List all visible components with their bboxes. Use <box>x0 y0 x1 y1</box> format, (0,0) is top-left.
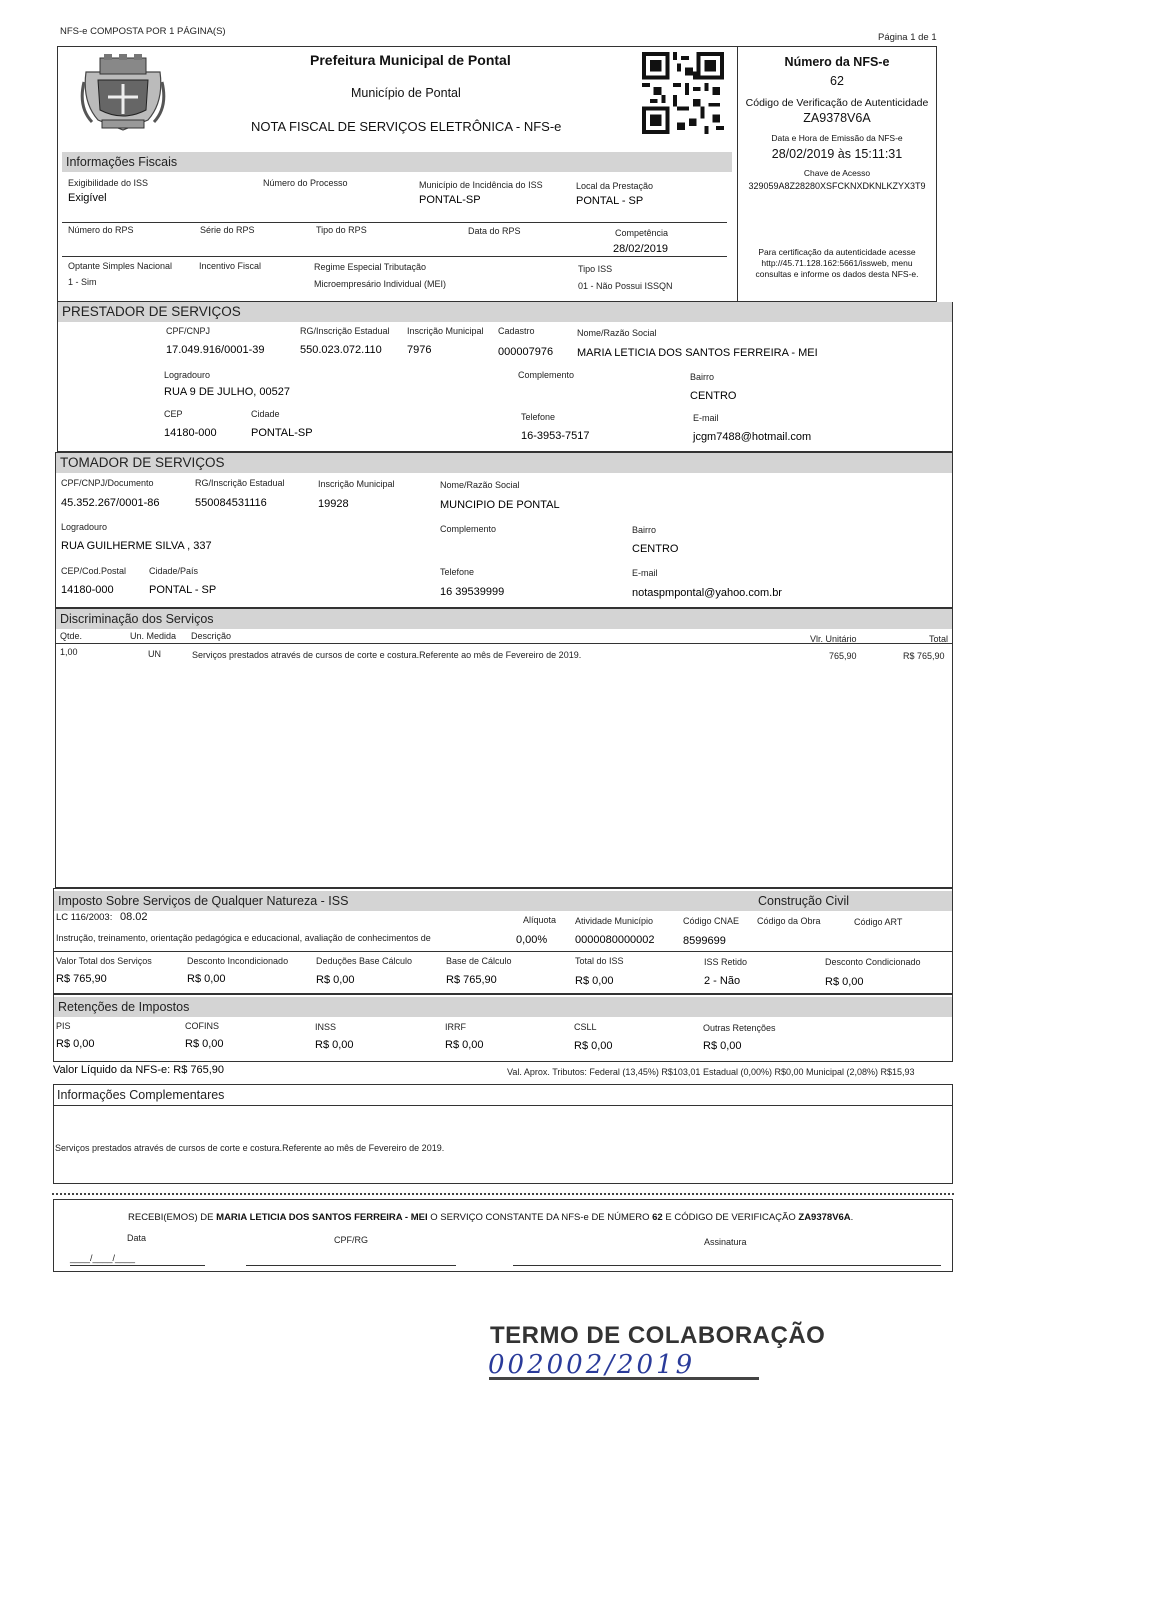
pis-value: R$ 0,00 <box>56 1038 95 1050</box>
cut-line <box>52 1193 954 1195</box>
regime-value: Microempresário Individual (MEI) <box>314 279 447 289</box>
simples-value: 1 - Sim <box>68 277 97 287</box>
tomador-im: 19928 <box>318 498 349 510</box>
desc-incond-value: R$ 0,00 <box>187 973 226 985</box>
competencia-value: 28/02/2019 <box>613 243 669 255</box>
incentivo-label: Incentivo Fiscal <box>199 261 262 271</box>
tomador-email: notaspmpontal@yahoo.com.br <box>632 587 782 599</box>
tomador-cidade: PONTAL - SP <box>149 584 217 596</box>
lc-description: Instrução, treinamento, orientação pedagógica e educacional, avaliação de conhecimentos de <box>56 933 431 943</box>
exig-label: Exigibilidade do ISS <box>68 178 149 188</box>
outras-retencoes-value: R$ 0,00 <box>703 1040 742 1052</box>
desc-incond-label: Desconto Incondicionado <box>187 956 289 966</box>
regime-label: Regime Especial Tributação <box>314 262 427 272</box>
nfse-number: 62 <box>830 74 844 88</box>
cert-line-1: Para certificação da autenticidade acesse <box>758 247 916 257</box>
prestador-telefone-label: Telefone <box>521 412 556 422</box>
qtde-header: Qtde. <box>60 631 83 641</box>
composta-label: NFS-e COMPOSTA POR 1 PÁGINA(S) <box>60 26 226 37</box>
prestador-cep: 14180-000 <box>164 427 217 439</box>
item-descricao: Serviços prestados através de cursos de corte e costura.Referente ao mês de Fevereiro de 2019. <box>192 650 582 660</box>
deducoes-value: R$ 0,00 <box>316 974 355 986</box>
municipio-name: Município de Pontal <box>351 86 461 100</box>
tomador-nome-label: Nome/Razão Social <box>440 480 520 490</box>
cnae-label: Código CNAE <box>683 916 740 926</box>
desc-cond-value: R$ 0,00 <box>825 976 864 988</box>
inss-label: INSS <box>315 1022 337 1032</box>
competencia-label: Competência <box>615 228 669 238</box>
prestador-cadastro-label: Cadastro <box>498 326 535 336</box>
vts-value: R$ 765,90 <box>56 973 107 985</box>
tomador-rg-label: RG/Inscrição Estadual <box>195 478 285 488</box>
item-vlr-unitario: 765,90 <box>829 651 857 661</box>
prestador-cnpj: 17.049.916/0001-39 <box>166 344 265 356</box>
codigo-obra-label: Código da Obra <box>757 916 821 926</box>
cofins-label: COFINS <box>185 1021 220 1031</box>
coat-of-arms-logo <box>78 52 168 132</box>
total-iss-label: Total do ISS <box>575 956 624 966</box>
handwritten-number: 002002/2019 <box>488 1350 696 1380</box>
mun-incidencia-label: Município de Incidência do ISS <box>419 180 543 190</box>
rps-data-label: Data do RPS <box>468 226 521 236</box>
tomador-section-title: TOMADOR DE SERVIÇOS <box>56 453 952 473</box>
recibo-cpf-label: CPF/RG <box>334 1235 369 1245</box>
fiscal-section-title: Informações Fiscais <box>62 152 732 172</box>
nfse-number-label: Número da NFS-e <box>784 55 890 69</box>
tomador-complemento-label: Complemento <box>440 524 497 534</box>
total-iss-value: R$ 0,00 <box>575 975 614 987</box>
recibo-frame <box>53 1199 953 1272</box>
prestador-complemento-label: Complemento <box>518 370 575 380</box>
rps-tipo-label: Tipo do RPS <box>316 225 367 235</box>
prestador-im: 7976 <box>407 344 432 356</box>
prestador-telefone: 16-3953-7517 <box>521 430 590 442</box>
aliquota-value: 0,00% <box>516 934 548 946</box>
exig-value: Exigível <box>68 192 107 204</box>
emission-date-label: Data e Hora de Emissão da NFS-e <box>771 133 903 143</box>
mun-incidencia-value: PONTAL-SP <box>419 194 481 206</box>
prestador-nome: MARIA LETICIA DOS SANTOS FERREIRA - MEI <box>577 347 818 359</box>
prestador-bairro: CENTRO <box>690 390 737 402</box>
prestador-cnpj-label: CPF/CNPJ <box>166 326 211 336</box>
pis-label: PIS <box>56 1021 71 1031</box>
descricao-header: Descrição <box>191 631 232 641</box>
csll-label: CSLL <box>574 1022 597 1032</box>
base-calculo-value: R$ 765,90 <box>446 974 497 986</box>
tomador-im-label: Inscrição Municipal <box>318 479 395 489</box>
prestador-cadastro: 000007976 <box>498 346 554 358</box>
complementares-section-title: Informações Complementares <box>57 1088 225 1102</box>
desc-cond-label: Desconto Condicionado <box>825 957 921 967</box>
lc-label: LC 116/2003: <box>56 912 113 923</box>
tomador-cep: 14180-000 <box>61 584 114 596</box>
inss-value: R$ 0,00 <box>315 1039 354 1051</box>
base-calculo-label: Base de Cálculo <box>446 956 512 966</box>
rps-serie-label: Série do RPS <box>200 225 255 235</box>
iss-retido-value: 2 - Não <box>704 975 741 987</box>
recibo-assinatura-field[interactable] <box>513 1265 941 1266</box>
valor-liquido: Valor Líquido da NFS-e: R$ 765,90 <box>53 1064 225 1076</box>
tomador-telefone-label: Telefone <box>440 567 475 577</box>
atividade-label: Atividade Município <box>575 916 654 926</box>
prestador-rg-label: RG/Inscrição Estadual <box>300 326 390 336</box>
tipo-iss-value: 01 - Não Possui ISSQN <box>578 281 673 291</box>
cert-line-2: http://45.71.128.162:5661/issweb, menu <box>761 258 913 268</box>
prestador-logradouro: RUA 9 DE JULHO, 00527 <box>164 386 290 398</box>
vlr-unitario-header: Vlr. Unitário <box>810 634 857 644</box>
cnae-value: 8599699 <box>683 935 726 947</box>
access-key-label: Chave de Acesso <box>803 168 871 178</box>
recibo-codigo: ZA9378V6A <box>798 1212 851 1223</box>
recibo-prestador-nome: MARIA LETICIA DOS SANTOS FERREIRA - MEI <box>216 1212 428 1223</box>
tomador-bairro: CENTRO <box>632 543 679 555</box>
irrf-value: R$ 0,00 <box>445 1039 484 1051</box>
access-key: 329059A8Z28280XSFCKNXDKNLKZYX3T9 <box>748 181 926 191</box>
recibo-cpf-field[interactable] <box>246 1265 456 1266</box>
prestador-email: jcgm7488@hotmail.com <box>693 431 812 443</box>
prestador-bairro-label: Bairro <box>690 372 715 382</box>
page-number: Página 1 de 1 <box>878 32 937 43</box>
prestador-im-label: Inscrição Municipal <box>407 326 484 336</box>
emission-date: 28/02/2019 às 15:11:31 <box>771 147 903 161</box>
rps-number-label: Número do RPS <box>68 225 134 235</box>
construcao-civil-label: Construção Civil <box>758 894 850 908</box>
prefeitura-name: Prefeitura Municipal de Pontal <box>310 52 511 68</box>
tomador-cep-label: CEP/Cod.Postal <box>61 566 127 576</box>
atividade-value: 0000080000002 <box>575 934 655 946</box>
tomador-email-label: E-mail <box>632 568 658 578</box>
cofins-value: R$ 0,00 <box>185 1038 224 1050</box>
local-prestacao-label: Local da Prestação <box>576 181 654 191</box>
complementares-text: Serviços prestados através de cursos de corte e costura.Referente ao mês de Fevereiro de 2019. <box>55 1143 445 1153</box>
tomador-doc: 45.352.267/0001-86 <box>61 497 160 509</box>
tomador-telefone: 16 39539999 <box>440 586 505 598</box>
tomador-bairro-label: Bairro <box>632 525 657 535</box>
item-um: UN <box>148 649 161 659</box>
verification-code: ZA9378V6A <box>803 111 871 125</box>
tomador-logradouro: RUA GUILHERME SILVA , 337 <box>61 540 212 552</box>
vts-label: Valor Total dos Serviços <box>56 956 152 966</box>
tomador-rg: 550084531116 <box>195 497 267 509</box>
deducoes-label: Deduções Base Cálculo <box>316 956 413 966</box>
servicos-section-title: Discriminação dos Serviços <box>56 609 952 629</box>
recibo-data-label: Data <box>127 1233 147 1243</box>
prestador-cidade-label: Cidade <box>251 409 280 419</box>
un-medida-header: Un. Medida <box>130 631 177 641</box>
termo-colaboracao-stamp: TERMO DE COLABORAÇÃO <box>490 1322 826 1349</box>
prestador-email-label: E-mail <box>693 413 719 423</box>
lc-value: 08.02 <box>120 911 148 923</box>
prestador-cep-label: CEP <box>164 409 183 419</box>
prestador-logradouro-label: Logradouro <box>164 370 211 380</box>
recibo-data-field[interactable]: ____/____/____ <box>70 1253 136 1263</box>
prestador-section-title: PRESTADOR DE SERVIÇOS <box>58 302 952 322</box>
retencoes-section-title: Retenções de Impostos <box>54 997 952 1017</box>
tomador-cidade-label: Cidade/País <box>149 566 199 576</box>
processo-label: Número do Processo <box>263 178 348 188</box>
iss-section-title: Imposto Sobre Serviços de Qualquer Natureza - ISS <box>54 891 952 911</box>
recibo-assinatura-label: Assinatura <box>704 1237 747 1247</box>
qr-code <box>642 52 724 134</box>
outras-retencoes-label: Outras Retenções <box>703 1023 776 1033</box>
item-total: R$ 765,90 <box>903 651 945 661</box>
prestador-nome-label: Nome/Razão Social <box>577 328 657 338</box>
prestador-rg: 550.023.072.110 <box>300 344 382 356</box>
recibo-numero: 62 <box>652 1212 663 1223</box>
stamp-underline <box>489 1377 759 1380</box>
cert-line-3: consultas e informe os dados desta NFS-e. <box>755 269 919 279</box>
iss-retido-label: ISS Retido <box>704 957 748 967</box>
irrf-label: IRRF <box>445 1022 466 1032</box>
aliquota-label: Alíquota <box>523 915 557 925</box>
tomador-logradouro-label: Logradouro <box>61 522 108 532</box>
tomador-nome: MUNCIPIO DE PONTAL <box>440 499 560 511</box>
total-header: Total <box>929 634 949 644</box>
simples-label: Optante Simples Nacional <box>68 261 173 271</box>
tributos-aproximados: Val. Aprox. Tributos: Federal (13,45%) R$103,01 Estadual (0,00%) R$0,00 Municipal (2,08%) R$15,93 <box>507 1067 915 1077</box>
csll-value: R$ 0,00 <box>574 1040 613 1052</box>
local-prestacao-value: PONTAL - SP <box>576 195 644 207</box>
tomador-doc-label: CPF/CNPJ/Documento <box>61 478 154 488</box>
prestador-cidade: PONTAL-SP <box>251 427 313 439</box>
verification-code-label: Código de Verificação de Autenticidade <box>745 97 929 109</box>
recibo-declaration: RECEBI(EMOS) DE MARIA LETICIA DOS SANTOS FERREIRA - MEI O SERVIÇO CONSTANTE DA NFS-e DE NÚMERO 62 E CÓDIGO DE VERIFICAÇÃO ZA9378V6A. <box>128 1212 854 1223</box>
codigo-art-label: Código ART <box>854 917 903 927</box>
tipo-iss-label: Tipo ISS <box>578 264 613 274</box>
nota-title: NOTA FISCAL DE SERVIÇOS ELETRÔNICA - NFS-e <box>251 119 562 134</box>
item-qtde: 1,00 <box>60 647 78 657</box>
